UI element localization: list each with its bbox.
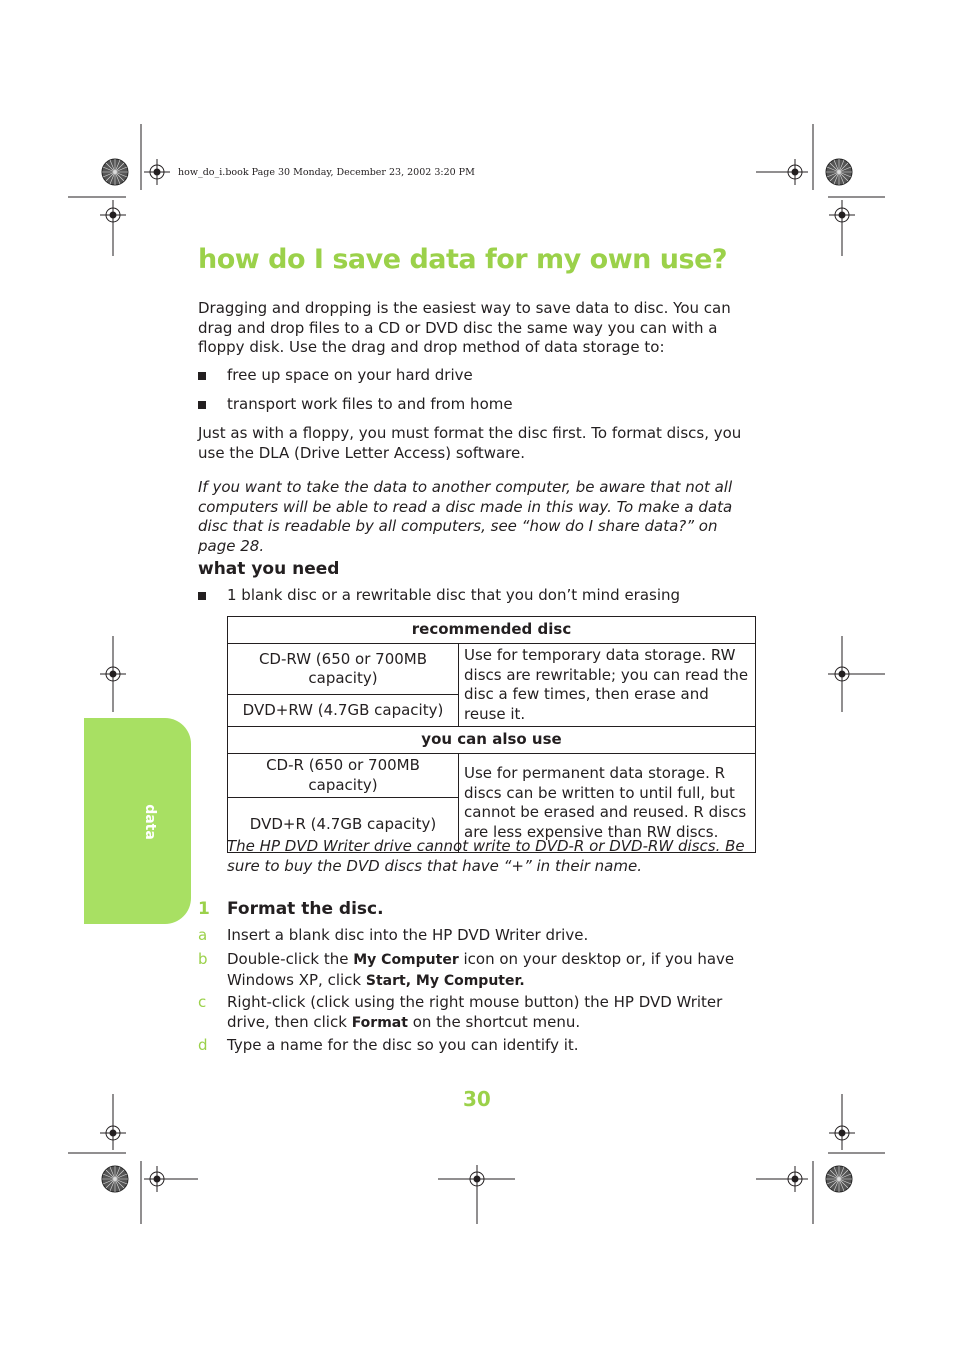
table-cell: CD-R (650 or 700MB capacity): [228, 754, 459, 798]
keyword: Start, My Computer.: [365, 972, 525, 989]
table-row: [228, 644, 756, 695]
table-row: [228, 754, 756, 798]
intro-paragraph: Dragging and dropping is the easiest way to save data to disc. You can drag and drop files to a CD or DVD disc the same way you can with a floppy disk. Use the drag and drop method of data storage to:: [198, 299, 731, 356]
compatibility-note: If you want to take the data to another computer, be aware that not all computers will be able to read a disc made in this way. To make a data disc that is readable by all computers, see “how do I share data?” on page 28.: [198, 478, 733, 555]
substep-text: [227, 993, 757, 1033]
table-cell: DVD+RW (4.7GB capacity): [228, 695, 459, 727]
table-row: [228, 617, 756, 644]
bullet-square-icon: [198, 592, 206, 600]
substep-letter: d: [198, 1036, 208, 1054]
page-number: 30: [463, 1087, 491, 1111]
keyword: My Computer: [353, 952, 459, 968]
substep-text: Insert a blank disc into the HP DVD Writer drive.: [227, 926, 589, 944]
text-run: icon on your desktop or, if you have Windows XP, click: [227, 950, 735, 989]
substep-letter: b: [198, 950, 208, 968]
bullet-text: free up space on your hard drive: [227, 366, 473, 384]
table-cell: DVD+R (4.7GB capacity): [228, 798, 459, 853]
disc-table: [227, 616, 756, 853]
step-title: Format the disc.: [227, 899, 384, 919]
text-run: on the shortcut menu.: [407, 1012, 581, 1031]
page-title: how do I save data for my own use?: [198, 244, 728, 275]
section-tab: [84, 718, 191, 924]
text-run: Double-click the: [227, 950, 354, 968]
step-number: 1: [198, 899, 210, 919]
format-note: Just as with a floppy, you must format the disc first. To format discs, you use the DLA (Drive Letter Access) software.: [198, 424, 742, 462]
keyword: Format: [351, 1014, 408, 1031]
print-header: how_do_i.book Page 30 Monday, December 23, 2002 3:20 PM: [178, 167, 475, 178]
bullet-square-icon: [198, 401, 206, 409]
recommended-heading: recommended disc: [228, 617, 756, 644]
table-note: The HP DVD Writer drive cannot write to DVD-R or DVD-RW discs. Be sure to buy the DVD discs that have “+” in their name.: [227, 837, 745, 875]
bullet-text: 1 blank disc or a rewritable disc that you don’t mind erasing: [227, 586, 681, 604]
table-cell: CD-RW (650 or 700MB capacity): [228, 644, 459, 695]
substep-letter: c: [198, 993, 207, 1011]
table-cell: Use for temporary data storage. RW discs are rewritable; you can read the disc a few times, then erase and reuse it.: [459, 644, 756, 727]
bullet-square-icon: [198, 372, 206, 380]
substep-letter: a: [198, 926, 208, 944]
substep-text: [227, 950, 757, 991]
section-tab-label: data: [142, 804, 158, 840]
what-you-need-heading: what you need: [198, 559, 340, 579]
also-use-heading: you can also use: [228, 727, 756, 754]
table-cell: Use for permanent data storage. R discs can be written to until full, but cannot be erased and reused. R discs are less expensive than RW discs.: [459, 754, 756, 853]
substep-text: Type a name for the disc so you can identify it.: [227, 1036, 579, 1054]
text-run: Right-click (click using the right mouse button) the HP DVD Writer drive, then click: [227, 993, 723, 1031]
table-row: [228, 727, 756, 754]
bullet-text: transport work files to and from home: [227, 395, 513, 413]
